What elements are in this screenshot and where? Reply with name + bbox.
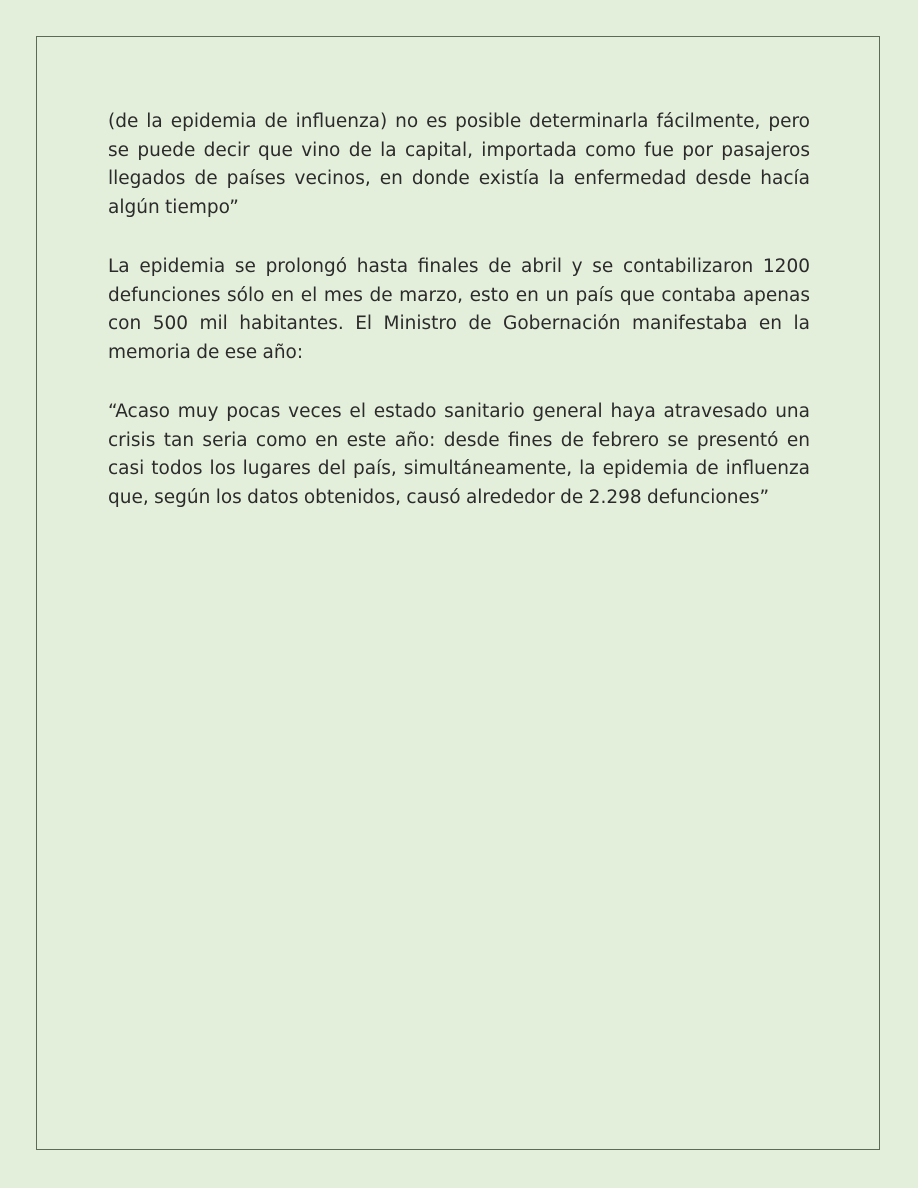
document-body — [108, 108, 810, 512]
paragraph-epidemic-stats: La epidemia se prolongó hasta finales de abril y se contabilizaron 1200 defunciones sólo en el mes de marzo, esto en un país que contaba apenas con 500 mil habitantes. El Ministro de Gobernación manifestaba en la memoria de ese año: — [108, 256, 810, 363]
paragraph-quote-origin: (de la epidemia de influenza) no es posible determinarla fácilmente, pero se puede decir que vino de la capital, importada como fue por pasajeros llegados de países vecinos, en donde existía la enfermedad desde hacía algún tiempo” — [108, 111, 810, 218]
paragraph-minister-quote: “Acaso muy pocas veces el estado sanitario general haya atravesado una crisis tan seria como en este año: desde fines de febrero se presentó en casi todos los lugares del país, simultáneamente, la epidemia de influenza que, según los datos obtenidos, causó alrededor de 2.298 defunciones” — [108, 401, 810, 508]
